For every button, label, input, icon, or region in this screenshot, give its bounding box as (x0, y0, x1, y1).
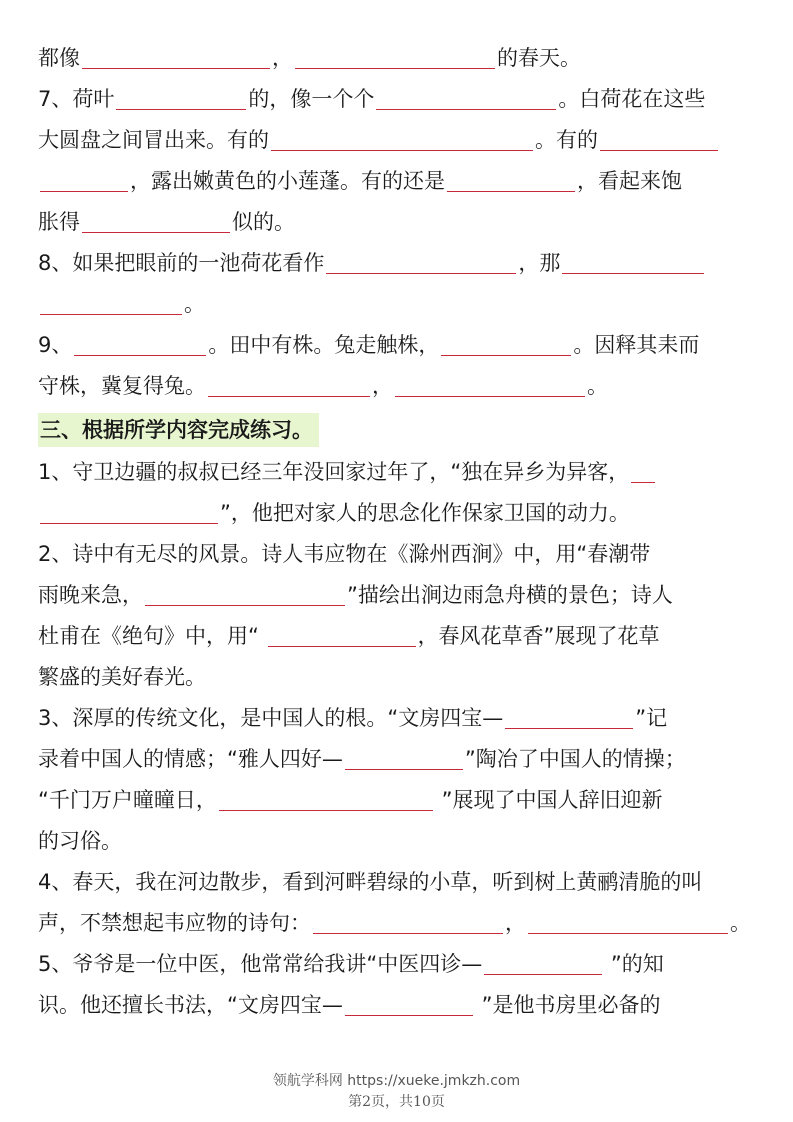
line-text: 的春天。 (497, 46, 581, 70)
footer-site: 领航学科网 https://xueke.jmkzh.com (272, 1073, 521, 1089)
line-text: 的，像一个个 (248, 87, 375, 111)
section-heading-row (38, 407, 760, 452)
line-text: 识。他还擅长书法，“文房四宝— (38, 993, 343, 1017)
line-text: 似的。 (232, 210, 295, 234)
text-line (38, 657, 760, 698)
text-line (38, 79, 760, 120)
text-line (38, 862, 760, 903)
exercise-block-3 (38, 452, 760, 1026)
answer-blank[interactable] (395, 395, 585, 397)
answer-blank[interactable] (376, 108, 556, 110)
answer-blank[interactable] (441, 354, 571, 356)
line-text: 繁盛的美好春光。 (38, 665, 206, 689)
line-text: ，看起来饱 (577, 169, 682, 193)
line-text: 。因释其耒而 (573, 333, 700, 357)
text-line (38, 616, 760, 657)
line-text: ，露出嫩黄色的小莲蓬。有的还是 (130, 169, 445, 193)
line-text: ”描绘出涧边雨急舟横的景色；诗人 (347, 583, 673, 607)
answer-blank[interactable] (74, 354, 206, 356)
answer-blank[interactable] (271, 149, 533, 151)
line-text: ， (272, 46, 293, 70)
footer-page-number: 第2页，共10页 (348, 1094, 445, 1110)
line-text: 的习俗。 (38, 829, 122, 853)
answer-blank[interactable] (82, 231, 230, 233)
line-text: 。 (184, 292, 205, 316)
answer-blank[interactable] (40, 190, 128, 192)
line-text: 胀得 (38, 210, 80, 234)
answer-blank[interactable] (208, 395, 370, 397)
line-text: 声，不禁想起韦应物的诗句： (38, 911, 311, 935)
answer-blank[interactable] (40, 313, 182, 315)
line-text: 。田中有株。兔走触株， (208, 333, 440, 357)
line-text: 杜甫在《绝句》中，用“ (38, 624, 266, 648)
line-text: 大圆盘之间冒出来。有的 (38, 128, 269, 152)
text-line (38, 739, 760, 780)
answer-blank[interactable] (484, 973, 602, 975)
answer-blank[interactable] (631, 481, 655, 483)
line-text: 3、深厚的传统文化，是中国人的根。“文房四宝— (38, 706, 504, 730)
text-line (38, 534, 760, 575)
answer-blank[interactable] (447, 190, 575, 192)
line-text: ”，他把对家人的思念化作保家卫国的动力。 (220, 501, 630, 525)
answer-blank[interactable] (345, 1014, 473, 1016)
text-line (38, 944, 760, 985)
line-text: 。 (587, 374, 608, 398)
line-text: 雨晚来急， (38, 583, 143, 607)
line-text: 7、荷叶 (38, 87, 115, 111)
text-line (38, 161, 760, 202)
line-text: 9、 (38, 333, 73, 357)
line-text: 。白荷花在这些 (558, 87, 706, 111)
text-line (38, 325, 760, 366)
answer-blank[interactable] (82, 67, 270, 69)
line-text: ”展现了中国人辞旧迎新 (434, 788, 663, 812)
line-text: 5、爷爷是一位中医，他常常给我讲“中医四诊— (38, 952, 483, 976)
line-text: ”是他书房里必备的 (474, 993, 661, 1017)
answer-blank[interactable] (505, 727, 633, 729)
answer-blank[interactable] (145, 604, 345, 606)
text-line (38, 575, 760, 616)
answer-blank[interactable] (219, 809, 433, 811)
line-text: ， (505, 911, 526, 935)
text-line (38, 120, 760, 161)
answer-blank[interactable] (268, 645, 416, 647)
line-text: ”记 (635, 706, 668, 730)
line-text: 守株，冀复得兔。 (38, 374, 206, 398)
line-text: 录着中国人的情感；“雅人四好— (38, 747, 343, 771)
text-line (38, 38, 760, 79)
answer-blank[interactable] (562, 272, 704, 274)
line-text: ，那 (518, 251, 561, 275)
line-text: “千门万户曈曈日， (38, 788, 217, 812)
text-line (38, 366, 760, 407)
text-line (38, 284, 760, 325)
line-text: 1、守卫边疆的叔叔已经三年没回家过年了，“独在异乡为异客， (38, 460, 630, 484)
text-line (38, 452, 760, 493)
answer-blank[interactable] (345, 768, 463, 770)
line-text: 。 (730, 911, 751, 935)
text-line (38, 780, 760, 821)
line-text: ”陶冶了中国人的情操； (464, 747, 686, 771)
line-text: ”的知 (604, 952, 664, 976)
worksheet-page (38, 38, 760, 1026)
answer-blank[interactable] (313, 932, 503, 934)
answer-blank[interactable] (116, 108, 246, 110)
answer-blank[interactable] (295, 67, 495, 69)
text-line (38, 243, 760, 284)
line-text: ，春风花草香”展现了花草 (417, 624, 660, 648)
text-line (38, 493, 760, 534)
exercise-block-2 (38, 38, 760, 407)
line-text: 都像 (38, 46, 80, 70)
line-text: 8、如果把眼前的一池荷花看作 (38, 251, 325, 275)
line-text: 4、春天，我在河边散步，看到河畔碧绿的小草，听到树上黄鹂清脆的叫 (38, 870, 703, 894)
line-text: 2、诗中有无尽的风景。诗人韦应物在《滁州西涧》中，用“春潮带 (38, 542, 651, 566)
answer-blank[interactable] (40, 522, 218, 524)
text-line (38, 985, 760, 1026)
answer-blank[interactable] (326, 272, 516, 274)
section-title: 三、根据所学内容完成练习。 (38, 413, 319, 447)
answer-blank[interactable] (528, 932, 728, 934)
answer-blank[interactable] (600, 149, 718, 151)
text-line (38, 821, 760, 862)
line-text: ， (372, 374, 393, 398)
text-line (38, 698, 760, 739)
text-line (38, 903, 760, 944)
line-text: 。有的 (535, 128, 598, 152)
text-line (38, 202, 760, 243)
